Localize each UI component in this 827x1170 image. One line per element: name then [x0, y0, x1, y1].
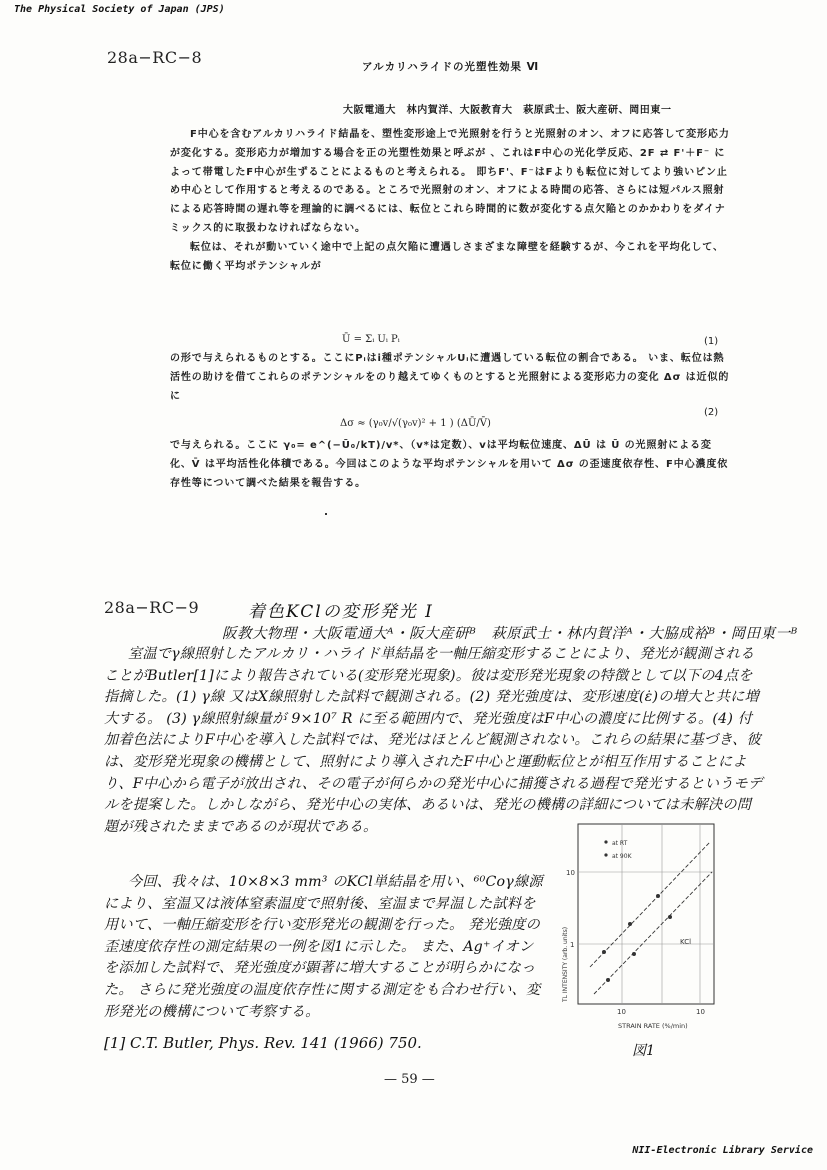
- paper1-equation1-number: (1): [704, 336, 719, 347]
- x-tick-label-2: 10: [696, 1008, 705, 1016]
- paper1-code: 28a−RC−8: [107, 48, 203, 67]
- y-tick-label-1: 10: [566, 869, 575, 877]
- point-rt-1: [602, 950, 606, 954]
- legend-marker-90k: [604, 853, 607, 856]
- paper2-reference: [1] C.T. Butler, Phys. Rev. 141 (1966) 750.: [104, 1034, 422, 1052]
- paper2-paragraph1: 室温でγ線照射したアルカリ・ハライド単結晶を一軸圧縮変形することにより、発光が観測されることがButler[1]により報告されている(変形発光現象)。彼は変形発光現象の特徴として以下の4点を指摘した。(1) γ線 又はX線照射した試料で観測される。(2) 発光強度は、変形速度(ε̇)の増大と共に増大する。 (3) γ線照射線量が 9×10⁷ R に至る範囲内で、発光強度はF中心の濃度に比例する。(4) 付加着色法によりF中心を導入した試料では、発光はほとんど観測されない。これらの結果に基づき、彼は、変形発光現象の機構として、照射により導入されたF中心と運動転位とが相互作用することにより、F中心から電子が放出され、その電子が何らかの発光中心に捕獲される過程で発光するというモデルを提案した。しかしながら、発光中心の実体、あるいは、発光の機構の詳細については未解決の問題が残されたままであるのが現状である。: [104, 646, 763, 835]
- paper1-equation2-number: (2): [704, 407, 719, 418]
- sample-label: KCl: [680, 938, 692, 946]
- y-tick-label-2: 1: [570, 941, 575, 949]
- paper1-abstract-part1: [170, 126, 730, 276]
- x-tick-label-1: 10: [617, 1008, 626, 1016]
- paper2-abstract: [104, 644, 764, 838]
- paper1-abstract-part2: [170, 350, 730, 406]
- legend-marker-rt: [604, 840, 607, 843]
- paper1-authors: 大阪電通大 林内賀洋、大阪教育大 萩原武士、阪大産研、岡田東一: [343, 105, 672, 116]
- library-footer: NII-Electronic Library Service: [632, 1145, 813, 1156]
- paper2-abstract-cont: [104, 872, 544, 1023]
- point-90k-1: [606, 978, 610, 982]
- x-axis-label: STRAIN RATE (%/min): [618, 1022, 688, 1030]
- point-rt-3: [656, 894, 660, 898]
- scan-speck: [325, 513, 327, 515]
- paper1-equation1: Ū = Σᵢ Uᵢ Pᵢ: [342, 334, 400, 345]
- paper1-equation2: Δσ ≈ (γ₀v/√(γ₀v)² + 1 ) (ΔŪ/V̄): [340, 418, 491, 429]
- page-number: — 59 —: [384, 1072, 435, 1087]
- point-rt-2: [628, 922, 632, 926]
- legend-90k: at 90K: [612, 853, 632, 860]
- plot-frame: [578, 824, 714, 1004]
- y-axis-label: TL INTENSITY (arb. units): [562, 926, 569, 1002]
- site-header: The Physical Society of Japan (JPS): [14, 4, 225, 15]
- legend-rt: at RT: [612, 840, 628, 847]
- paper1-abstract-part3: [170, 437, 730, 493]
- paper1-paragraph2b: の形で与えられるものとする。ここにPᵢはi種ポテンシャルUᵢに遭遇している転位の割合である。 いま、転位は熱活性の助けを借てこれらのポテンシャルをのり越えてゆくものとすると光照射による変形応力の変化 Δσ は近似的に: [170, 353, 730, 402]
- paper2-title: 着色KClの変形発光 Ⅰ: [248, 602, 434, 622]
- paper1-paragraph1: F中心を含むアルカリハライド結晶を、塑性変形途上で光照射を行うと光照射のオン、オフに応答して変形応力が変化する。変形応力が増加する場合を正の光塑性効果と呼ぶが 、これはF中心の光化学反応、2F ⇄ F'＋F⁻ によって帯電したF中心が生ずることによるものと考えられる。 即ちF'、F⁻はFよりも転位に対してより強いピン止め中心として作用すると考えるのである。ところで光照射のオン、オフによる時間の応答、さらには短パルス照射による応答時間の遅れ等を理論的に調べるには、転位とこれら時間的に数が変化する点欠陥とのかかわりをダイナミックス的に取扱わなければならない。: [170, 129, 730, 234]
- paper1-title: アルカリハライドの光塑性効果 Ⅵ: [362, 61, 540, 73]
- series-rt-line: [590, 842, 710, 967]
- figure1-plot: [560, 822, 720, 1034]
- figure1-caption: 図1: [632, 1043, 655, 1059]
- series-90k-line: [594, 872, 712, 994]
- point-90k-3: [668, 915, 672, 919]
- point-90k-2: [632, 952, 636, 956]
- paper2-paragraph2: 今回、我々は、10×8×3 mm³ のKCl単結晶を用い、⁶⁰Coγ線源により、室温又は液体窒素温度で照射後、室温まで昇温した試料を用いて、一軸圧縮変形を行い変形発光の観測を行った。 発光強度の歪速度依存性の測定結果の一例を図1に示した。 また、Ag⁺イオンを添加した試料で、発光強度が顕著に増大することが明らかになった。 さらに発光強度の温度依存性に関する測定をも合わせ行い、変形発光の機構について考察する。: [104, 874, 543, 1020]
- paper2-authors: 阪教大物理・大阪電通大ᴬ・阪大産研ᴮ 萩原武士・林内賀洋ᴬ・大脇成裕ᴮ・岡田東一ᴮ: [222, 626, 798, 642]
- paper1-paragraph2c: で与えられる。ここに γ₀= e^(−Ū₀/kT)/v*、（v*は定数）、vは平均転位速度、ΔŪ は Ū の光照射による変化、V̄ は平均活性化体積である。今回はこのような平均ポテンシャルを用いて Δσ の歪速度依存性、F中心濃度依存性等について調べた結果を報告する。: [170, 440, 729, 489]
- paper2-code: 28a−RC−9: [104, 598, 200, 617]
- paper1-paragraph2a: 転位は、それが動いていく途中で上記の点欠陥に遭遇しさまざまな障壁を経験するが、今これを平均化して、転位に働く平均ポテンシャルが: [170, 241, 724, 272]
